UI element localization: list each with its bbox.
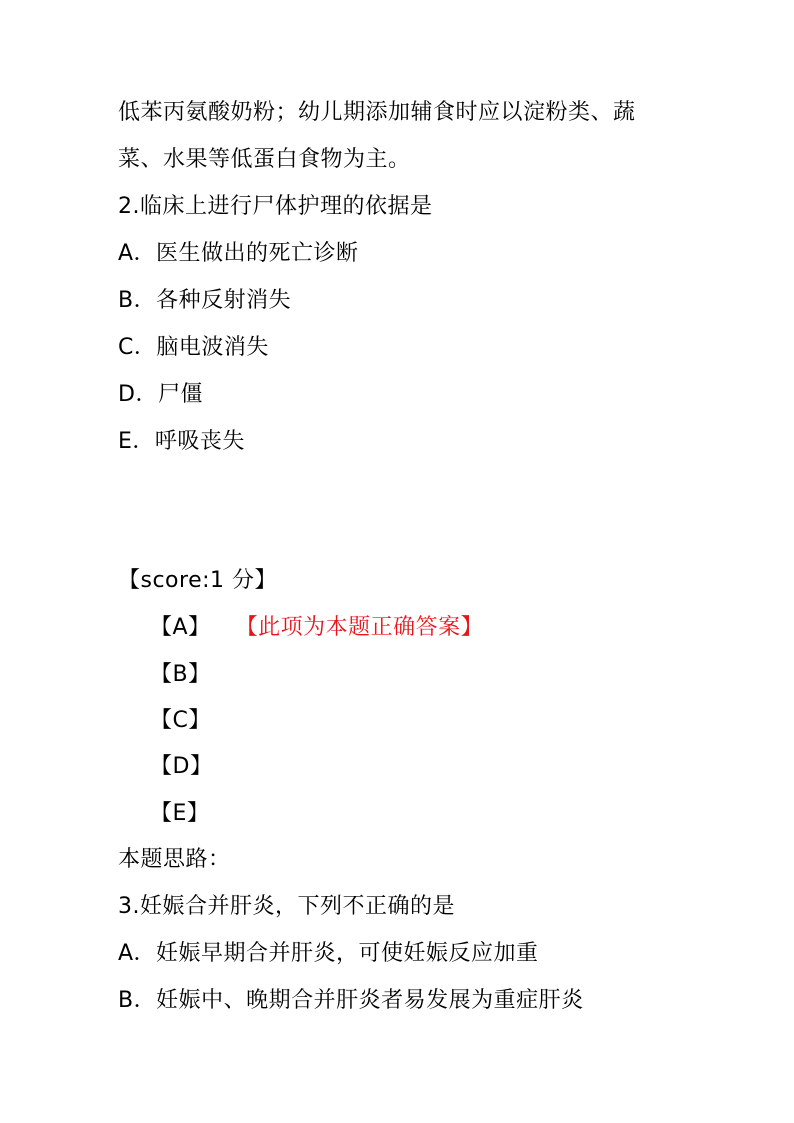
question-option: B．妊娠中、晚期合并肝炎者易发展为重症肝炎 [118, 988, 584, 1013]
answer-label: 【A】 [150, 615, 211, 640]
answer-option-b: 【B】 [150, 662, 211, 687]
answer-option-e: 【E】 [150, 801, 210, 826]
paragraph-line: 低苯丙氨酸奶粉；幼儿期添加辅食时应以淀粉类、蔬 [118, 100, 636, 125]
correct-answer-note: 【此项为本题正确答案】 [246, 615, 484, 640]
question-option: A．妊娠早期合并肝炎，可使妊娠反应加重 [118, 941, 539, 966]
answer-option-a [150, 613, 483, 643]
answer-option-d: 【D】 [150, 754, 213, 779]
question-stem: 2.临床上进行尸体护理的依据是 [118, 194, 433, 219]
paragraph-line: 菜、水果等低蛋白食物为主。 [118, 147, 411, 172]
question-option: B．各种反射消失 [118, 288, 292, 313]
question-option: A．医生做出的死亡诊断 [118, 241, 359, 266]
explanation-label: 本题思路： [118, 847, 231, 872]
score-label: 【score:1 分】 [118, 568, 278, 593]
question-stem: 3.妊娠合并肝炎，下列不正确的是 [118, 894, 455, 919]
question-option: E．呼吸丧失 [118, 429, 245, 454]
question-option: C．脑电波消失 [118, 335, 269, 360]
question-option: D．尸僵 [118, 382, 203, 407]
answer-option-c: 【C】 [150, 708, 211, 733]
